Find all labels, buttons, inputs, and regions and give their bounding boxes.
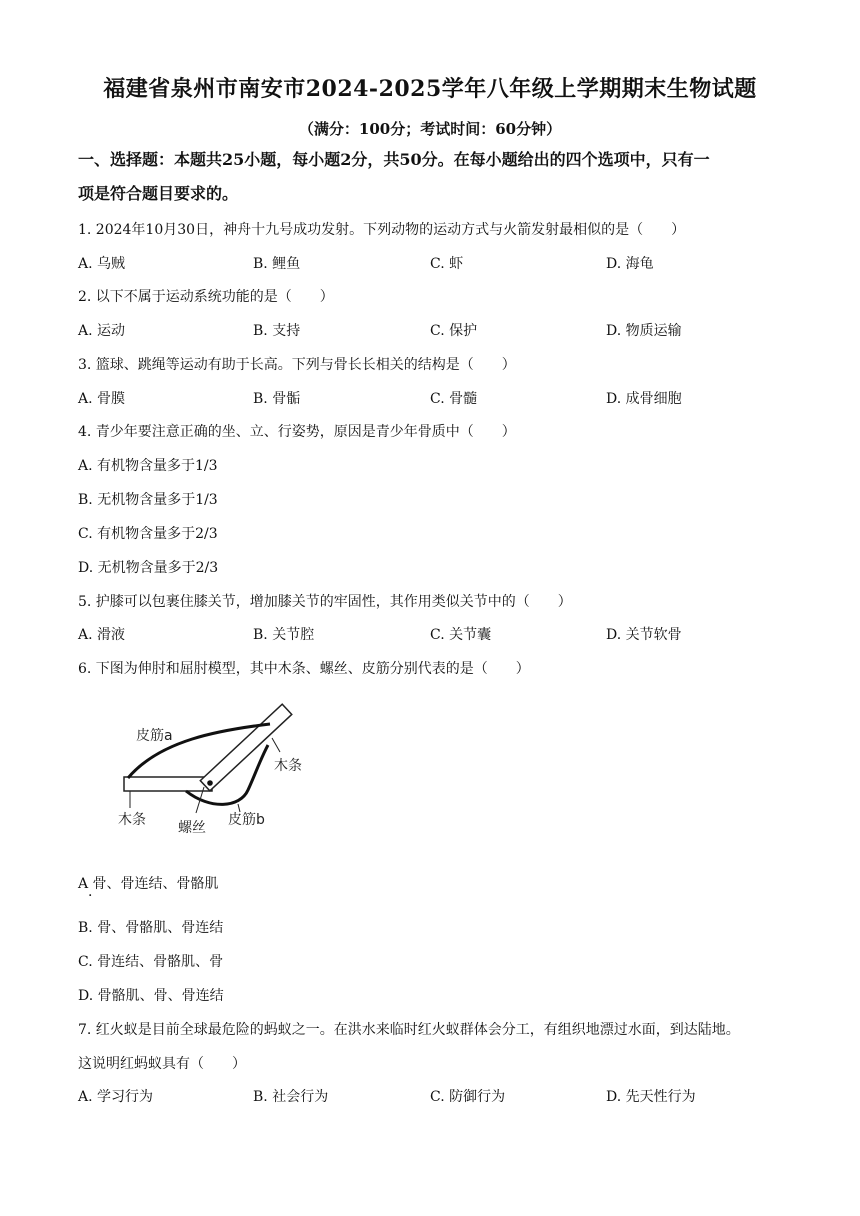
question-7-stem-line1: 7. 红火蚁是目前全球最危险的蚂蚁之一。在洪水来临时红火蚁群体会分工，有组织地漂过水面，到达陆地。	[78, 1022, 740, 1038]
question-1-options	[78, 254, 798, 274]
wood-strip-diagonal	[200, 704, 291, 791]
leader-band-b	[238, 804, 240, 812]
label-rubber-band-a: 皮筋a	[136, 728, 173, 744]
question-2-option-a[interactable]: A. 运动	[78, 323, 126, 339]
question-1-option-a[interactable]: A. 乌贼	[78, 256, 126, 272]
question-2-option-d[interactable]: D. 物质运输	[606, 323, 682, 339]
question-2-stem: 2. 以下不属于运动系统功能的是（ ）	[78, 289, 334, 305]
screw-dot	[207, 780, 213, 786]
question-1-stem: 1. 2024年10月30日，神舟十九号成功发射。下列动物的运动方式与火箭发射最相似的是（ ）	[78, 222, 686, 238]
question-4-option-a[interactable]: A. 有机物含量多于1/3	[78, 458, 218, 474]
question-3-option-c[interactable]: C. 骨髓	[430, 391, 478, 407]
label-wood-left: 木条	[118, 812, 146, 828]
question-7-option-d[interactable]: D. 先天性行为	[606, 1089, 696, 1105]
question-6-option-c[interactable]: C. 骨连结、骨骼肌、骨	[78, 954, 224, 970]
label-screw: 螺丝	[178, 820, 206, 836]
wood-strip-horizontal	[124, 777, 212, 791]
question-6-option-a[interactable]: A 骨、骨连结、骨骼肌	[78, 876, 219, 892]
question-4-option-c[interactable]: C. 有机物含量多于2/3	[78, 526, 218, 542]
question-5-option-d[interactable]: D. 关节软骨	[606, 627, 682, 643]
question-3-option-a[interactable]: A. 骨膜	[78, 391, 126, 407]
leader-wood-right	[272, 738, 280, 752]
question-3-stem: 3. 篮球、跳绳等运动有助于长高。下列与骨长长相关的结构是（ ）	[78, 357, 516, 373]
question-7-stem-line2: 这说明红蚂蚁具有（ ）	[78, 1056, 246, 1072]
question-1-option-b[interactable]: B. 鲤鱼	[253, 256, 301, 272]
question-1-option-d[interactable]: D. 海龟	[606, 256, 654, 272]
question-4-option-b[interactable]: B. 无机物含量多于1/3	[78, 492, 218, 508]
question-1-option-c[interactable]: C. 虾	[430, 256, 464, 272]
question-2-option-b[interactable]: B. 支持	[253, 323, 301, 339]
exam-title: 福建省泉州市南安市2024-2025学年八年级上学期期末生物试题	[103, 76, 757, 102]
question-5-option-b[interactable]: B. 关节腔	[253, 627, 315, 643]
question-4-stem: 4. 青少年要注意正确的坐、立、行姿势，原因是青少年骨质中（ ）	[78, 424, 516, 440]
elbow-model-figure	[100, 700, 340, 850]
section-heading-line1: 一、选择题：本题共25小题，每小题2分，共50分。在每小题给出的四个选项中，只有一	[78, 150, 710, 169]
question-7-option-c[interactable]: C. 防御行为	[430, 1089, 506, 1105]
question-3-option-d[interactable]: D. 成骨细胞	[606, 391, 682, 407]
question-5-stem: 5. 护膝可以包裹住膝关节，增加膝关节的牢固性，其作用类似关节中的（ ）	[78, 594, 572, 610]
question-7-option-b[interactable]: B. 社会行为	[253, 1089, 329, 1105]
label-wood-right: 木条	[274, 758, 302, 774]
question-5-option-c[interactable]: C. 关节囊	[430, 627, 492, 643]
question-7-options	[78, 1087, 798, 1107]
question-6-stem: 6. 下图为伸肘和屈肘模型，其中木条、螺丝、皮筋分别代表的是（ ）	[78, 661, 530, 677]
exam-subtitle: （满分：100分；考试时间：60分钟）	[298, 120, 562, 138]
section-heading-line2: 项是符合题目要求的。	[78, 184, 239, 203]
question-2-options	[78, 321, 798, 341]
label-rubber-band-b: 皮筋b	[228, 812, 265, 828]
question-2-option-c[interactable]: C. 保护	[430, 323, 478, 339]
question-7-option-a[interactable]: A. 学习行为	[78, 1089, 154, 1105]
question-6-option-a-dot: ·	[88, 888, 93, 904]
question-5-option-a[interactable]: A. 滑液	[78, 627, 126, 643]
question-6-option-d[interactable]: D. 骨骼肌、骨、骨连结	[78, 988, 224, 1004]
question-3-options	[78, 389, 798, 409]
question-6-option-b[interactable]: B. 骨、骨骼肌、骨连结	[78, 920, 224, 936]
question-5-options	[78, 625, 798, 645]
question-3-option-b[interactable]: B. 骨骺	[253, 391, 301, 407]
question-4-option-d[interactable]: D. 无机物含量多于2/3	[78, 560, 219, 576]
